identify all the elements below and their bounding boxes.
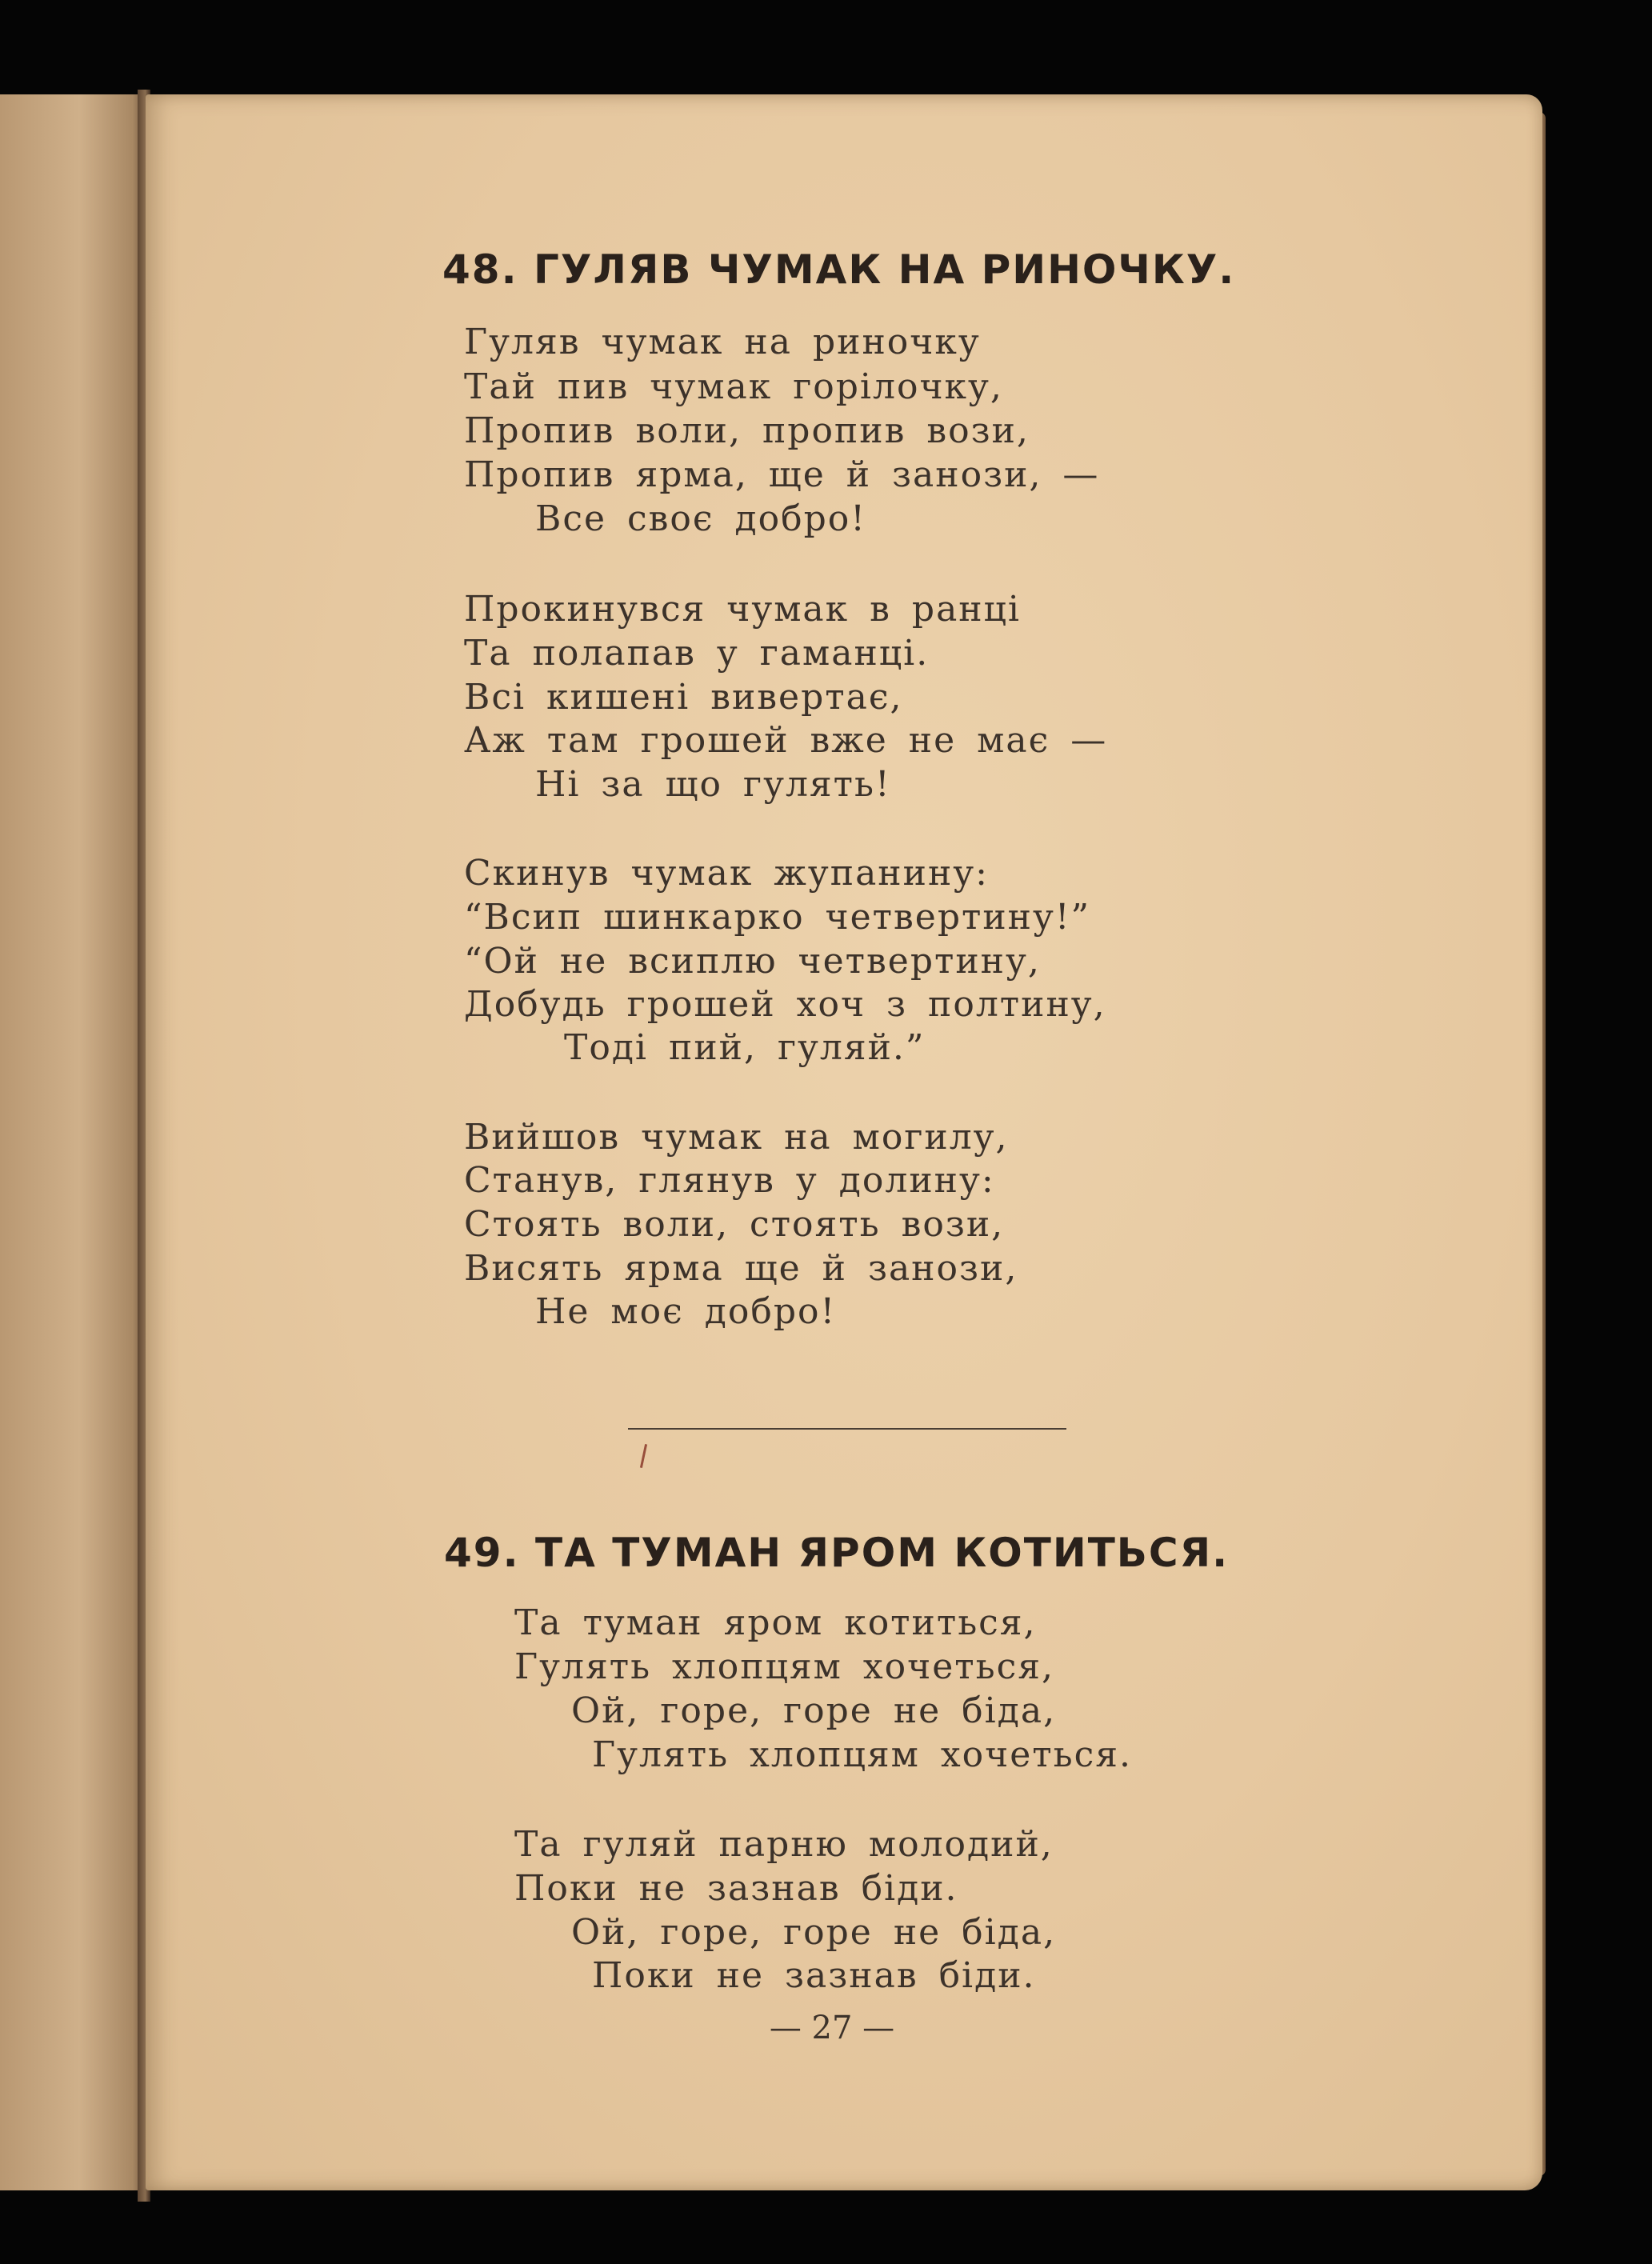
verse-line: Аж там грошей вже не має — (464, 720, 1108, 761)
verse-line: Все своє добро! (535, 498, 866, 539)
verse-line: Тоді пий, гуляй.” (564, 1027, 926, 1068)
verse-line: “Ой не всиплю четвертину, (464, 941, 1041, 982)
verse-line: Вийшов чумак на могилу, (464, 1117, 1009, 1158)
song-title: 48. ГУЛЯВ ЧУМАК НА РИНОЧКУ. (442, 246, 1236, 293)
verse-line: Гулять хлопцям хочеться, (514, 1646, 1054, 1687)
verse-line: Пропив воли, пропив вози, (464, 410, 1030, 451)
verse-line: Поки не зазнав біди. (514, 1868, 958, 1909)
section-divider (628, 1428, 1066, 1430)
verse-line: Прокинувся чумак в ранці (464, 589, 1021, 630)
verse-line: Гулять хлопцям хочеться. (592, 1734, 1132, 1775)
page-number: — 27 — (769, 2010, 895, 2046)
verse-line: Та туман яром котиться, (514, 1602, 1037, 1643)
verse-line: “Всип шинкарко четвертину!” (464, 897, 1091, 938)
verse-line: Та полапав у гаманці. (464, 633, 930, 674)
verse-line: Гуляв чумак на риночку (464, 322, 981, 362)
verse-line: Пропив ярма, ще й занози, — (464, 454, 1100, 495)
song-title: 49. ТА ТУМАН ЯРОМ КОТИТЬСЯ. (444, 1530, 1230, 1576)
verse-line: Всі кишені вивертає, (464, 677, 903, 718)
verse-line: Не моє добро! (535, 1291, 837, 1332)
verse-line: Скинув чумак жупанину: (464, 853, 990, 894)
verse-line: Висять ярма ще й занози, (464, 1248, 1018, 1289)
verse-line: Ой, горе, горе не біда, (571, 1912, 1057, 1953)
left-page-edge (0, 94, 144, 2190)
verse-line: Та гуляй парню молодий, (514, 1824, 1054, 1865)
verse-line: Станув, глянув у долину: (464, 1160, 995, 1201)
verse-line: Поки не зазнав біди. (592, 1955, 1036, 1996)
verse-line: Ні за що гулять! (535, 764, 891, 805)
verse-line: Тай пив чумак горілочку, (464, 366, 1003, 407)
verse-line: Ой, горе, горе не біда, (571, 1690, 1057, 1731)
verse-line: Добудь грошей хоч з полтину, (464, 984, 1106, 1025)
verse-line: Стоять воли, стоять вози, (464, 1204, 1005, 1245)
